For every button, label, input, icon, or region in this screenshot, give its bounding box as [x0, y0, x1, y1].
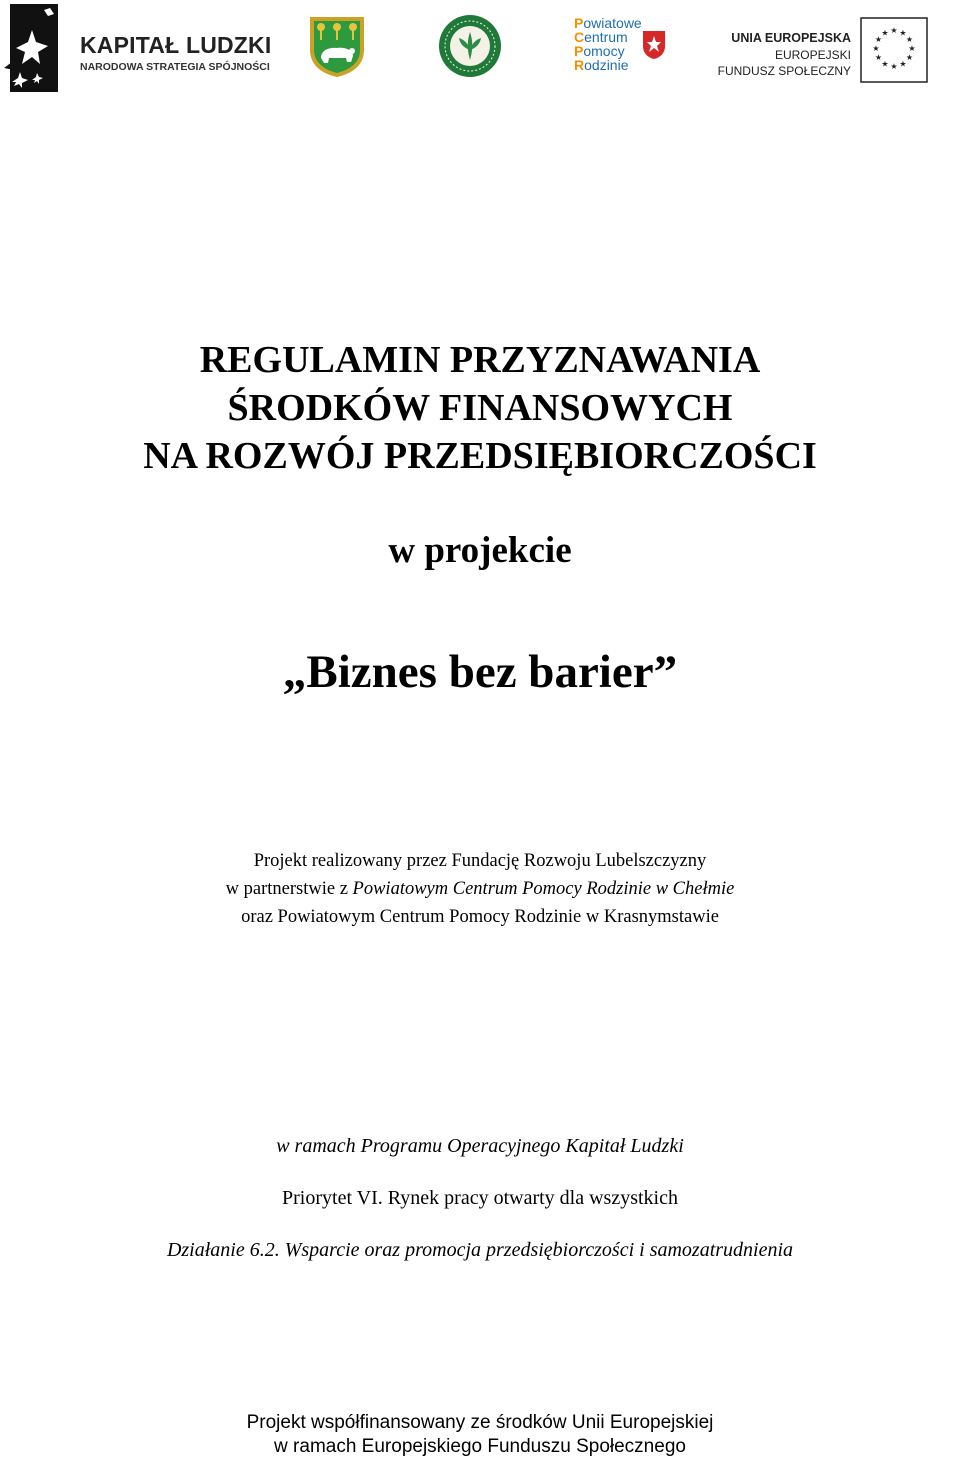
ue-line-3: FUNDUSZ SPOŁECZNY — [717, 64, 851, 78]
eu-flag-logo — [860, 17, 928, 83]
pcpr-line-2-rest: entrum — [584, 29, 628, 45]
program-line-2: Priorytet VI. Rynek pracy otwarty dla wszystkich — [282, 1187, 678, 1209]
svg-text:★: ★ — [905, 35, 914, 44]
coat-of-arms-icon — [307, 14, 367, 78]
svg-text:★: ★ — [874, 35, 883, 44]
pcpr-line-4-rest: odzinie — [584, 57, 629, 73]
fundacja-seal-logo — [438, 14, 502, 78]
svg-text:★: ★ — [881, 59, 889, 69]
pcpr-line-1-rest: owiatowe — [583, 15, 642, 31]
implementation-line-2 — [0, 875, 960, 903]
implementation-line-3: oraz Powiatowym Centrum Pomocy Rodzinie w Krasnymstawie — [241, 907, 719, 927]
kapital-ludzki-logo — [2, 2, 277, 94]
implementation-line-2-italic: Powiatowym Centrum Pomocy Rodzinie w Chełmie — [352, 879, 735, 899]
title-line-1: REGULAMIN PRZYZNAWANIA — [199, 339, 761, 381]
ue-line-1: UNIA EUROPEJSKA — [731, 31, 851, 45]
svg-text:★: ★ — [890, 62, 898, 71]
svg-text:★: ★ — [872, 44, 880, 53]
pcpr-logo — [572, 14, 670, 76]
pcpr-line-3: Pomocy — [574, 43, 625, 59]
kapital-ludzki-title: KAPITAŁ LUDZKI — [80, 32, 272, 58]
kapital-ludzki-emblem — [2, 2, 68, 94]
kapital-ludzki-subtitle: NARODOWA STRATEGIA SPÓJNOŚCI — [80, 61, 270, 73]
title-line-2: ŚRODKÓW FINANSOWYCH — [227, 387, 733, 429]
pcpr-line-2: Centrum — [574, 29, 628, 45]
pcpr-line-1: Powiatowe — [574, 15, 642, 31]
ue-text-block — [706, 30, 851, 79]
small-crest-icon — [642, 30, 666, 60]
svg-text:★: ★ — [908, 44, 916, 53]
round-seal-icon — [438, 14, 502, 78]
powiat-crest-logo — [307, 14, 367, 78]
pcpr-line-4: Rodzinie — [574, 57, 629, 73]
program-line-3: Działanie 6.2. Wsparcie oraz promocja przedsiębiorczości i samozatrudnienia — [166, 1239, 794, 1261]
eu-flag-icon — [860, 17, 928, 83]
implementation-line-1: Projekt realizowany przez Fundację Rozwoju Lubelszczyzny — [253, 851, 707, 871]
footer-line-2: w ramach Europejskiego Funduszu Społecznego — [274, 1436, 686, 1457]
svg-text:★: ★ — [905, 53, 914, 62]
pcpr-line-3-rest: omocy — [583, 43, 625, 59]
svg-text:★: ★ — [890, 26, 898, 35]
svg-text:★: ★ — [874, 53, 883, 62]
title-line-3: NA ROZWÓJ PRZEDSIĘBIORCZOŚCI — [143, 435, 817, 477]
svg-text:★: ★ — [881, 28, 889, 38]
ue-line-2: EUROPEJSKI — [774, 48, 851, 62]
program-line-1: w ramach Programu Operacyjnego Kapitał Ludzki — [276, 1135, 684, 1157]
svg-text:★: ★ — [899, 59, 907, 69]
footer-line-1: Projekt współfinansowany ze środków Unii Europejskiej — [246, 1412, 714, 1433]
in-project-label: w projekcie — [388, 530, 572, 571]
svg-text:★: ★ — [899, 28, 907, 38]
implementation-line-2-prefix: w partnerstwie z — [225, 879, 353, 899]
project-name: „Biznes bez barier” — [282, 646, 678, 698]
